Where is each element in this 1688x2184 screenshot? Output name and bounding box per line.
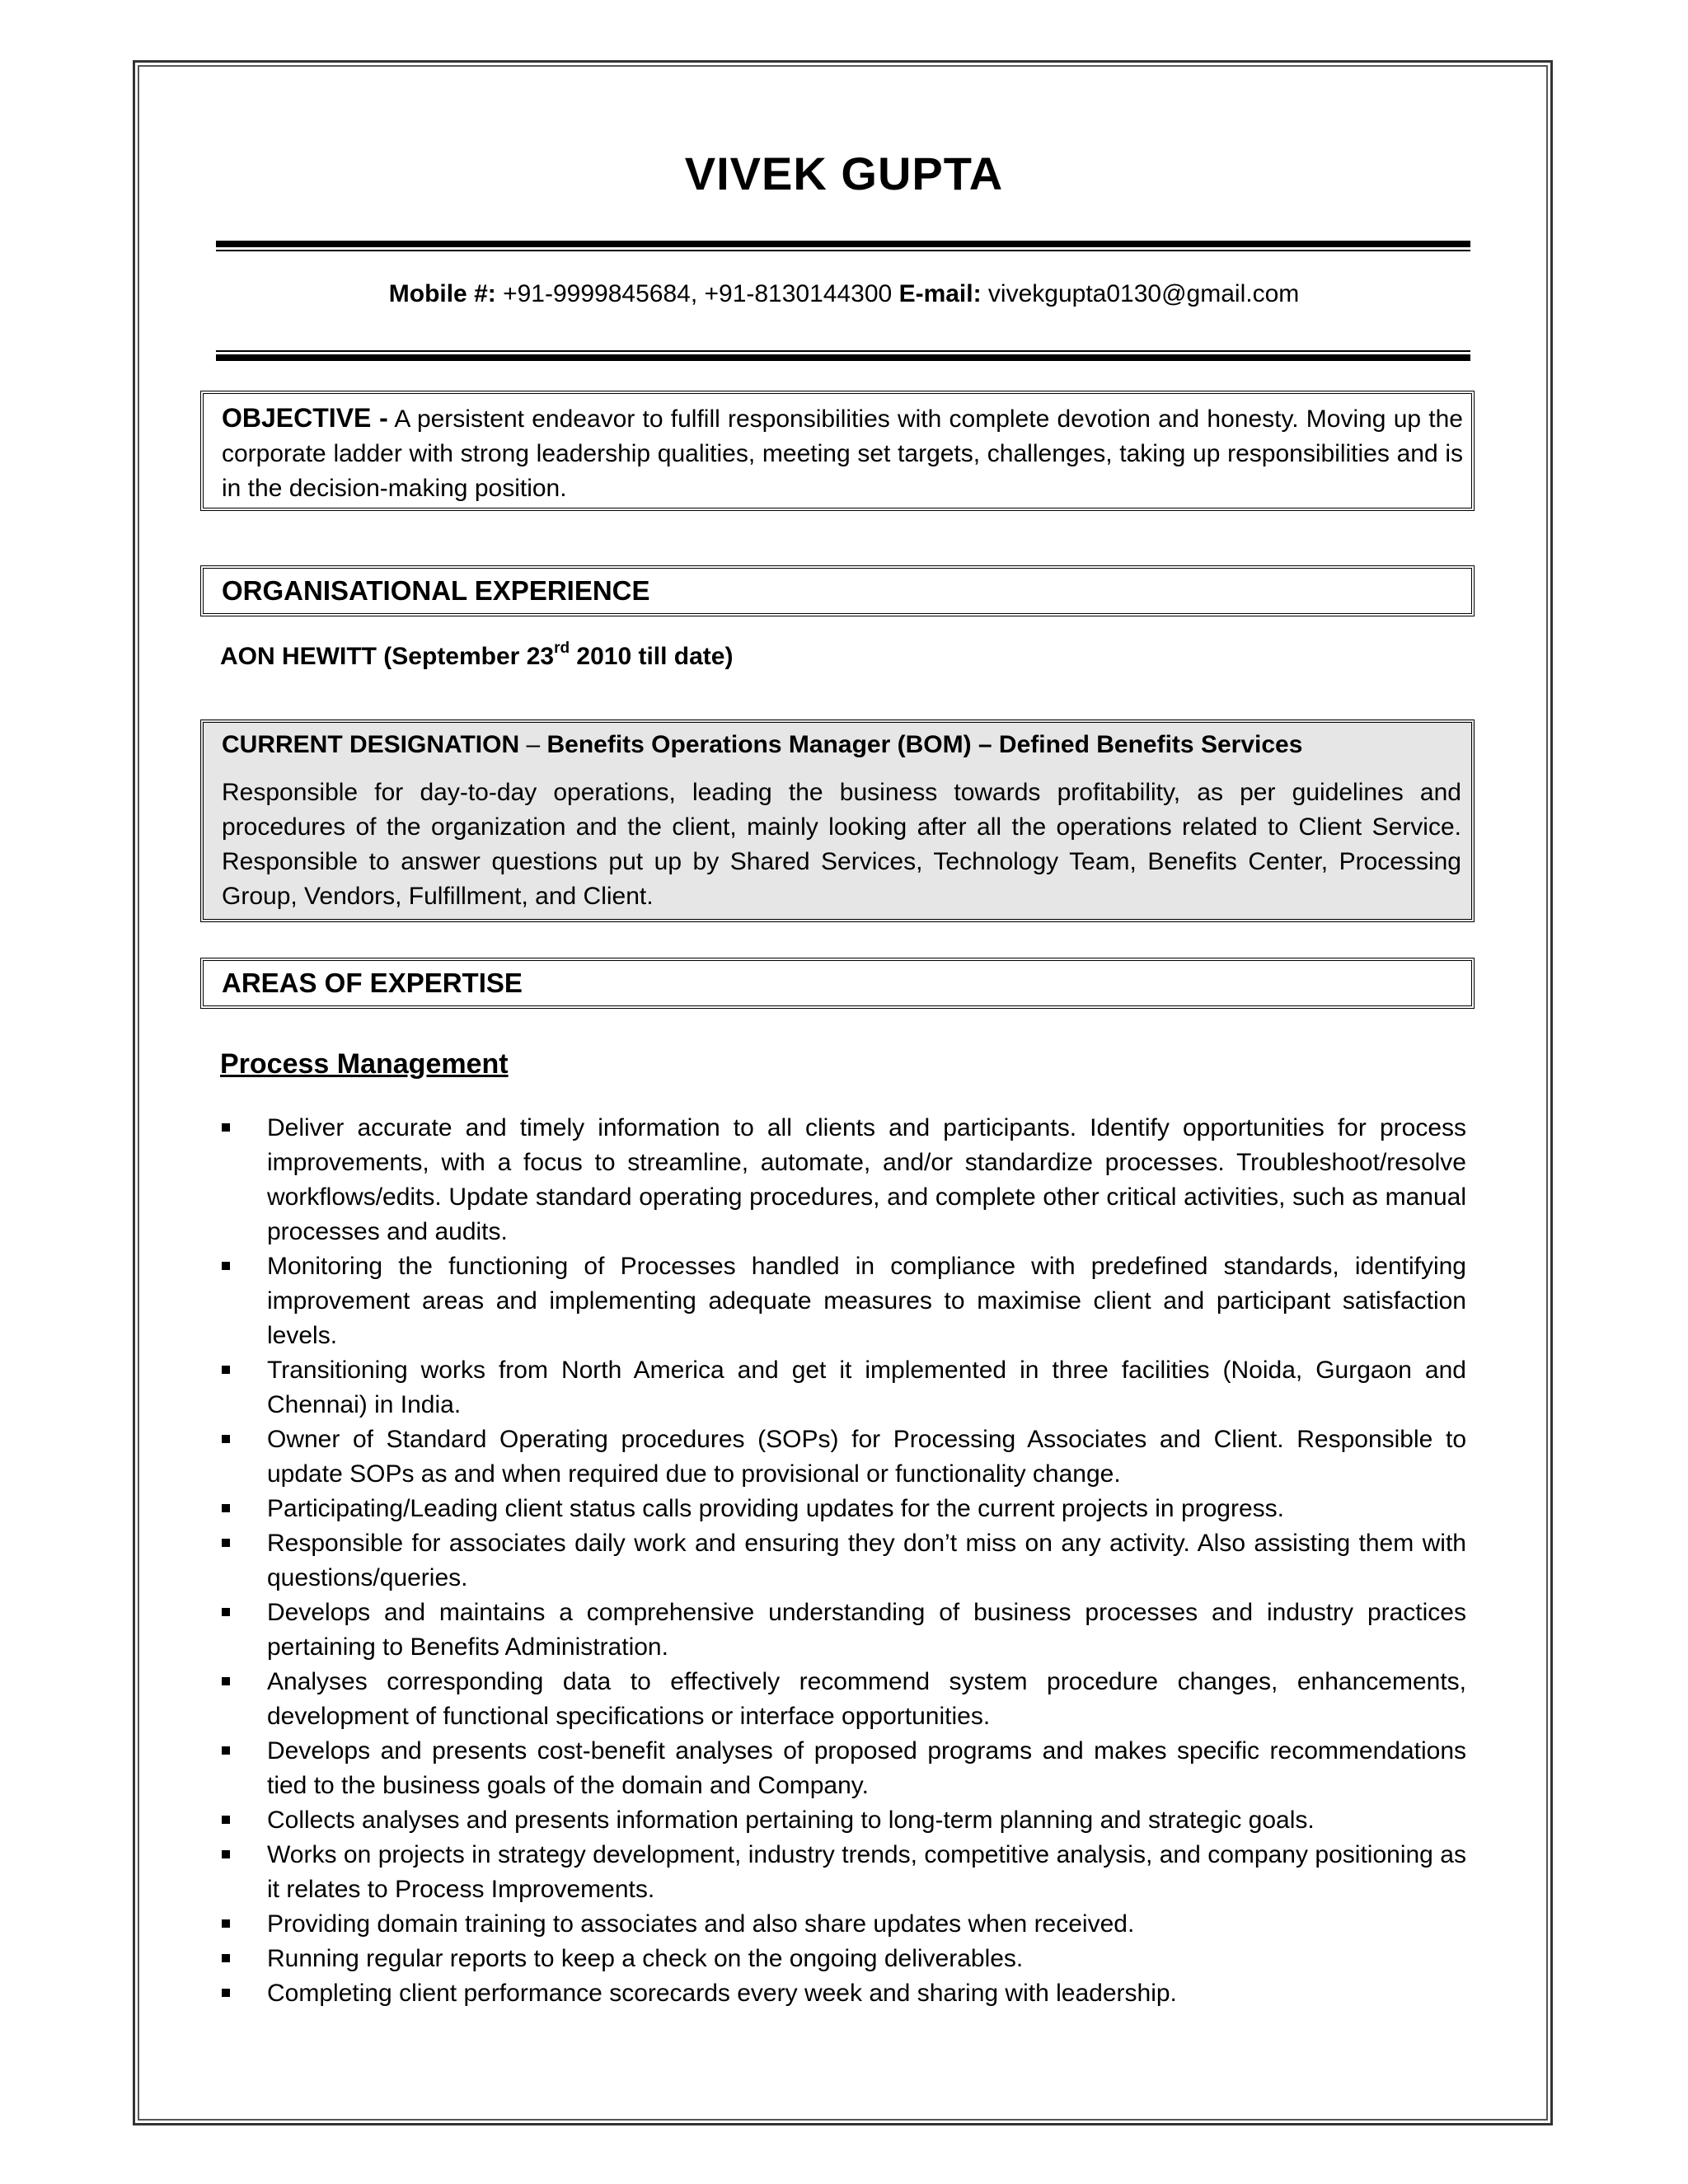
list-item [220, 1596, 1466, 1665]
bullet-square-icon [222, 1262, 230, 1270]
list-item [220, 1249, 1466, 1353]
expertise-bullet-list [220, 1111, 1466, 2011]
objective-text: A persistent endeavor to fulfill responsibilities with complete devotion and honesty. Moving up the corporate ladder with strong leadership qualities, meeting set targets, challenges, taking up responsibilities and is in the decision-making position. [222, 405, 1463, 502]
list-item [220, 1976, 1466, 2011]
list-item-text: Develops and maintains a comprehensive understanding of business processes and industry practices pertaining to Benefits Administration. [267, 1599, 1466, 1661]
list-item-text: Completing client performance scorecards every week and sharing with leadership. [267, 1980, 1177, 2007]
objective-label: OBJECTIVE - [222, 403, 388, 433]
designation-label: CURRENT DESIGNATION [222, 731, 520, 758]
candidate-name: VIVEK GUPTA [684, 148, 1004, 199]
list-item-text: Deliver accurate and timely information to all clients and participants. Identify opportunities for process improvements, with a focus to streamline, automate, and/or standardize processes. Troubleshoot/resolve workflows/edits. Update standard operating procedures, and complete other critical activities, such as manual processes and audits. [267, 1114, 1466, 1245]
bullet-square-icon [222, 1435, 230, 1443]
list-item [220, 1422, 1466, 1492]
bullet-square-icon [222, 1504, 230, 1512]
email-value: vivekgupta0130@gmail.com [981, 280, 1300, 307]
section-header-experience: ORGANISATIONAL EXPERIENCE [200, 565, 1475, 616]
list-item-text: Develops and presents cost-benefit analyses of proposed programs and makes specific recommendations tied to the business goals of the domain and Company. [267, 1737, 1466, 1799]
bullet-square-icon [222, 1919, 230, 1928]
list-item [220, 1803, 1466, 1838]
list-item-text: Owner of Standard Operating procedures (SOPs) for Processing Associates and Client. Responsible to update SOPs as and when required due to provisional or functionality change. [267, 1426, 1466, 1488]
designation-title: Benefits Operations Manager (BOM) – Defined Benefits Services [546, 731, 1303, 758]
bullet-square-icon [222, 1816, 230, 1824]
list-item-text: Collects analyses and presents information pertaining to long-term planning and strategic goals. [267, 1807, 1315, 1834]
email-label: E-mail: [898, 280, 982, 307]
designation-title-line [222, 728, 1461, 762]
designation-dash: – [519, 731, 547, 758]
header-rule-bottom [216, 350, 1470, 361]
bullet-square-icon [222, 1989, 230, 1997]
list-item-text: Analyses corresponding data to effectively recommend system procedure changes, enhancements, development of functional specifications or interface opportunities. [267, 1668, 1466, 1730]
bullet-square-icon [222, 1123, 230, 1132]
bullet-square-icon [222, 1608, 230, 1616]
bullet-square-icon [222, 1954, 230, 1962]
objective-box [200, 391, 1475, 511]
designation-box [200, 719, 1475, 922]
list-item-text: Transitioning works from North America and get it implemented in three facilities (Noida, Gurgaon and Chennai) in India. [267, 1357, 1466, 1418]
process-management-heading: Process Management [220, 1048, 509, 1080]
header-rule-top [216, 241, 1470, 251]
list-item [220, 1111, 1466, 1249]
list-item [220, 1734, 1466, 1803]
list-item-text: Responsible for associates daily work and ensuring they don’t miss on any activity. Also assisting them with questions/queries. [267, 1530, 1466, 1591]
list-item-text: Monitoring the functioning of Processes handled in compliance with predefined standards, identifying improvement areas and implementing adequate measures to maximise client and participant satisfaction levels. [267, 1253, 1466, 1349]
list-item-text: Providing domain training to associates and also share updates when received. [267, 1910, 1135, 1938]
contact-line [0, 280, 1688, 308]
list-item [220, 1665, 1466, 1734]
bullet-square-icon [222, 1539, 230, 1547]
list-item-text: Participating/Leading client status calls providing updates for the current projects in progress. [267, 1495, 1284, 1522]
list-item [220, 1838, 1466, 1907]
bullet-square-icon [222, 1746, 230, 1755]
company-name: AON HEWITT (September 23 [220, 643, 555, 670]
list-item [220, 1492, 1466, 1526]
company-line [220, 640, 734, 671]
list-item-text: Running regular reports to keep a check on the ongoing deliverables. [267, 1945, 1024, 1972]
bullet-square-icon [222, 1677, 230, 1685]
designation-description: Responsible for day-to-day operations, leading the business towards profitability, as per guidelines and procedures of the organization and the client, mainly looking after all the operations related to Client Service. Responsible to answer questions put up by Shared Services, Technology Team, Benefits Center, Processing Group, Vendors, Fulfillment, and Client. [222, 779, 1461, 910]
section-header-expertise: AREAS OF EXPERTISE [200, 958, 1475, 1009]
list-item [220, 1353, 1466, 1422]
mobile-value: +91-9999845684, +91-8130144300 [495, 280, 899, 307]
list-item-text: Works on projects in strategy development, industry trends, competitive analysis, and company positioning as it relates to Process Improvements. [267, 1841, 1466, 1903]
bullet-square-icon [222, 1366, 230, 1374]
list-item [220, 1526, 1466, 1596]
list-item [220, 1907, 1466, 1942]
date-superscript: rd [554, 640, 570, 657]
bullet-square-icon [222, 1850, 230, 1858]
list-item [220, 1942, 1466, 1976]
company-dates: 2010 till date) [570, 643, 734, 670]
mobile-label: Mobile #: [388, 280, 496, 307]
